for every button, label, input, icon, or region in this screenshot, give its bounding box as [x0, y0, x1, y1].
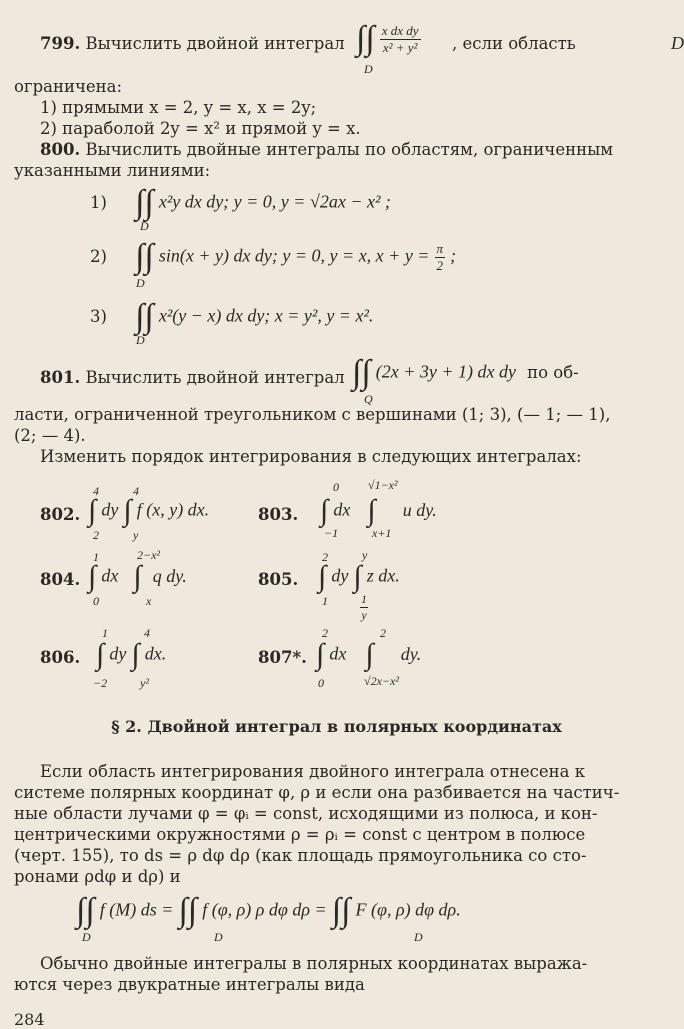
problem-799-item2: 2) параболой 2y = x² и прямой y = x. [40, 119, 361, 138]
fraction-denominator: 2 [436, 257, 444, 273]
change-order-instruction: Изменить порядок интегрирования в следующих интегралах: [40, 447, 582, 466]
problem-number: 807*. [258, 648, 307, 667]
problem-text [452, 33, 684, 54]
integral-domain: D [414, 930, 423, 944]
fraction-numerator: x dx dy [381, 22, 419, 38]
problem-text: Вычислить двойной интеграл [85, 34, 345, 53]
polar-formula [76, 894, 461, 928]
paragraph-line: Если область интегрирования двойного интеграла отнесена к [40, 762, 586, 781]
upper-limit: 2−x² [137, 548, 161, 562]
integral-806 [96, 640, 166, 670]
problem-text-part: , если область [452, 34, 576, 53]
integral-805 [318, 562, 400, 592]
item-expression: sin(x + y) dx dy; y = 0, y = x, x + y = [158, 245, 430, 266]
item-expression: x²y dx dy; y = 0, y = √2ax − x² ; [158, 191, 391, 212]
lower-limit: y² [140, 676, 149, 690]
domain-variable: D [671, 33, 684, 53]
section-title: § 2. Двойной интеграл в полярных координатах [111, 717, 562, 736]
problem-number: 804. [40, 570, 81, 589]
upper-limit: 0 [333, 480, 339, 494]
paragraph-line: ются через двукратные интегралы вида [14, 975, 365, 994]
integral-expression: dx [101, 565, 119, 586]
upper-limit: 4 [144, 626, 150, 640]
lower-limit: x+1 [372, 526, 392, 540]
integral-sign: ∫ [365, 638, 374, 671]
upper-limit: 4 [133, 484, 139, 498]
integral-sign: ∫ [353, 560, 362, 593]
problem-number: 806. [40, 648, 81, 667]
integral-807 [316, 640, 421, 670]
lower-limit: x [146, 594, 152, 608]
integral-sign: ∫∫ [356, 20, 375, 57]
integral-sign: ∫ [131, 638, 140, 671]
integral-expression: dy [331, 565, 349, 586]
integral-expression: dx [329, 643, 347, 664]
problem-801-line2: ласти, ограниченной треугольником с вершинами (1; 3), (— 1; — 1), [14, 405, 611, 424]
problem-number: 803. [258, 505, 299, 524]
problem-text-part: по об- [527, 362, 579, 382]
fraction [380, 23, 421, 56]
item-end: ; [450, 245, 457, 266]
paragraph-line: ронами ρdφ и dρ) и [14, 867, 181, 886]
integral-expression: q dy. [152, 565, 187, 586]
fraction [435, 241, 446, 274]
integral-expression: dy. [400, 643, 422, 664]
integral-sign: ∫ [123, 494, 132, 527]
problem-number: 801. [40, 368, 81, 387]
integral-804 [88, 562, 187, 592]
lower-limit: 2 [93, 528, 99, 542]
problem-804 [40, 570, 80, 589]
integral-sign: ∫∫ [135, 298, 154, 335]
problem-800-item2 [90, 240, 456, 274]
upper-limit: 4 [93, 484, 99, 498]
problem-802 [40, 505, 80, 524]
integral-803 [320, 496, 437, 526]
integral-sign: ∫ [96, 638, 105, 671]
integral-sign: ∫∫ [178, 892, 198, 929]
paragraph-line: ные области лучами φ = φᵢ = const, исходящими из полюса, и кон- [14, 804, 598, 823]
integral-expression: (2x + 3y + 1) dx dy [375, 361, 516, 382]
item-label: 2) [90, 246, 107, 266]
integral-sign: ∫ [318, 560, 327, 593]
integral-sign: ∫ [316, 638, 325, 671]
upper-limit: √1−x² [368, 478, 398, 492]
integral-domain: D [136, 333, 145, 347]
problem-800-line1 [40, 139, 640, 161]
item-expression: x²(y − x) dx dy; x = y², y = x². [158, 305, 374, 326]
formula-part: f (φ, ρ) ρ dφ dρ = [202, 899, 327, 920]
integral-expression: dy [101, 499, 119, 520]
upper-limit: 1 [102, 626, 108, 640]
integral-sign: ∫ [88, 560, 97, 593]
paragraph-line: системе полярных координат φ, ρ и если она разбивается на частич- [14, 783, 620, 802]
upper-limit: 2 [380, 626, 386, 640]
lower-limit: 0 [318, 676, 324, 690]
fraction-numerator: π [436, 240, 444, 256]
double-integral-799 [356, 22, 421, 56]
item-label: 3) [90, 306, 107, 326]
integral-domain: D [82, 930, 91, 944]
integral-sign: ∫∫ [135, 184, 154, 221]
problem-801-line3: (2; — 4). [14, 426, 86, 445]
integral-802 [88, 496, 209, 526]
integral-sign: ∫∫ [331, 892, 351, 929]
fraction-numerator: 1 [361, 592, 367, 606]
lower-limit-fraction [360, 592, 368, 623]
paragraph-line: (черт. 155), то ds = ρ dφ dρ (как площадь прямоугольника со сто- [14, 846, 587, 865]
integral-sign: ∫ [88, 494, 97, 527]
paragraph-line: центрическими окружностями ρ = ρᵢ = const с центром в полюсе [14, 825, 586, 844]
double-integral-801 [352, 356, 579, 390]
integral-sign: ∫∫ [352, 354, 371, 391]
lower-limit: 0 [93, 594, 99, 608]
problem-799-line2: ограничена: [14, 77, 123, 96]
integral-expression: dx. [144, 643, 167, 664]
lower-limit: −2 [93, 676, 108, 690]
upper-limit: 2 [322, 626, 328, 640]
problem-803 [258, 505, 298, 524]
problem-number: 802. [40, 505, 81, 524]
problem-text: Вычислить двойные интегралы по областям, ограниченным [85, 140, 614, 159]
upper-limit: y [362, 548, 368, 562]
problem-806 [40, 648, 80, 667]
lower-limit: y [133, 528, 139, 542]
integral-expression: u dy. [402, 499, 437, 520]
problem-number: 800. [40, 140, 81, 159]
problem-799-item1: 1) прямыми x = 2, y = x, x = 2y; [40, 98, 317, 117]
integral-domain: Q [364, 392, 373, 406]
formula-part: f (M) ds = [99, 899, 174, 920]
integral-sign: ∫∫ [135, 238, 154, 275]
integral-sign: ∫ [320, 494, 329, 527]
problem-805 [258, 570, 298, 589]
fraction-denominator: x² + y² [382, 39, 418, 55]
problem-800-item3 [90, 300, 373, 334]
problem-800-item1 [90, 186, 391, 220]
formula-part: F (φ, ρ) dφ dρ. [355, 899, 461, 920]
integral-domain: D [214, 930, 223, 944]
item-label: 1) [90, 192, 107, 212]
paragraph-line: Обычно двойные интегралы в полярных координатах выража- [40, 954, 588, 973]
lower-limit: −1 [324, 526, 339, 540]
integral-expression: f (x, y) dx. [136, 499, 210, 520]
integral-expression: dx [333, 499, 351, 520]
problem-text: Вычислить двойной интеграл [85, 368, 345, 387]
integral-domain: D [136, 276, 145, 290]
integral-domain: D [364, 62, 373, 76]
problem-number: 805. [258, 570, 299, 589]
integral-domain: D [140, 219, 149, 233]
integral-sign: ∫∫ [76, 892, 95, 929]
lower-limit: √2x−x² [364, 674, 399, 688]
integral-expression: dy [109, 643, 127, 664]
upper-limit: 1 [93, 550, 99, 564]
problem-800-line2: указанными линиями: [14, 161, 211, 180]
upper-limit: 2 [322, 550, 328, 564]
integral-sign: ∫ [367, 494, 376, 527]
page-number: 284 [14, 1010, 45, 1029]
fraction-denominator: y [361, 608, 367, 622]
problem-number: 799. [40, 34, 81, 53]
integral-expression: z dx. [366, 565, 400, 586]
problem-807 [258, 648, 307, 667]
integral-sign: ∫ [133, 560, 142, 593]
lower-limit: 1 [322, 594, 328, 608]
